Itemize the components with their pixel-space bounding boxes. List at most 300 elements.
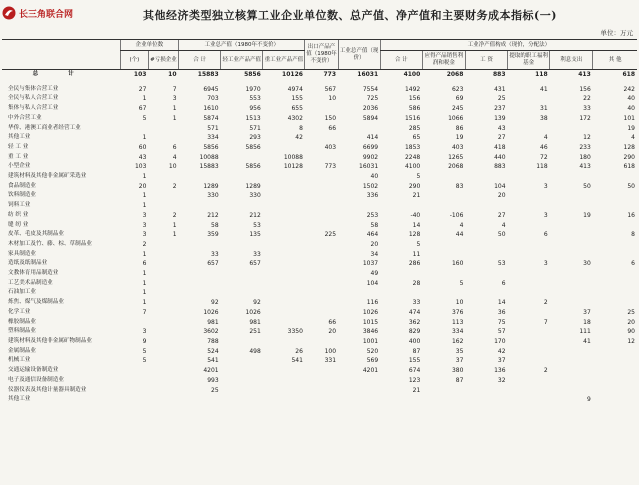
table-cell: 2036 [362, 105, 379, 113]
table-cell: 50 [627, 182, 635, 190]
table-row [2, 288, 637, 298]
row-label: 工艺美术品制造业 [8, 279, 53, 286]
table-cell: 156 [408, 95, 421, 103]
table-cell: 22 [583, 95, 591, 103]
statistics-table [2, 39, 637, 405]
table-cell [179, 172, 221, 182]
table-cell: 571 [249, 124, 261, 132]
table-row [2, 153, 637, 163]
table-cell [508, 327, 550, 337]
table-cell [550, 386, 593, 396]
table-cell: 1 [142, 95, 147, 103]
table-cell [550, 376, 593, 386]
table-cell: 618 [622, 71, 635, 78]
table-cell: 474 [408, 308, 421, 316]
table-cell [179, 201, 221, 211]
table-cell: 5856 [245, 143, 261, 151]
table-cell [221, 153, 263, 163]
table-cell: 1610 [203, 105, 219, 113]
table-cell: 7 [543, 318, 548, 326]
table-cell [305, 211, 338, 221]
table-cell: 1026 [362, 308, 379, 316]
table-cell [148, 337, 178, 347]
table-cell: 8 [631, 231, 635, 239]
table-cell [221, 376, 263, 386]
table-cell: 69 [455, 95, 464, 103]
table-cell [465, 201, 507, 211]
table-cell: 87 [412, 347, 421, 355]
table-row [2, 279, 637, 289]
table-cell [263, 386, 305, 396]
table-cell: 5 [416, 173, 421, 181]
table-row [2, 143, 637, 153]
table-cell [221, 269, 263, 279]
table-row [2, 259, 637, 269]
table-cell: 20 [328, 328, 337, 336]
table-cell: 180 [579, 153, 591, 161]
table-cell: 100 [324, 347, 337, 355]
table-row [2, 230, 637, 240]
table-cell [148, 318, 178, 328]
table-cell: 3 [543, 182, 548, 190]
table-cell [179, 240, 221, 250]
table-row [2, 104, 637, 114]
table-header [2, 40, 637, 70]
table-cell [465, 288, 507, 298]
table-cell [148, 347, 178, 357]
table-cell [508, 376, 550, 386]
table-cell: 20 [138, 182, 147, 190]
table-cell [593, 250, 637, 260]
table-cell [148, 395, 178, 405]
table-cell [593, 366, 637, 376]
table-cell: 135 [249, 231, 261, 239]
table-cell: 40 [627, 95, 635, 103]
header-gross-total: 合 计 [179, 51, 221, 70]
table-cell [550, 221, 593, 231]
table-cell: 25 [211, 386, 219, 394]
table-cell: 413 [579, 163, 591, 171]
table-cell: 7 [142, 308, 147, 316]
table-cell: 285 [408, 124, 421, 132]
table-cell: 4302 [287, 114, 303, 122]
table-cell: 334 [451, 328, 464, 336]
table-cell: 1 [172, 114, 177, 122]
table-cell: 14 [497, 299, 506, 307]
table-cell [550, 201, 593, 211]
table-cell: 58 [211, 221, 219, 229]
table-cell [305, 366, 338, 376]
table-cell: 5 [142, 347, 147, 355]
table-cell: 1 [142, 299, 147, 307]
table-cell [120, 386, 148, 396]
row-label: 总 计 [32, 71, 88, 77]
table-cell: 418 [494, 143, 506, 151]
table-cell: 3 [142, 328, 147, 336]
table-cell [263, 298, 305, 308]
table-cell: 150 [324, 114, 337, 122]
table-cell [305, 298, 338, 308]
row-label: 橡胶制品业 [8, 318, 36, 325]
table-cell [465, 250, 507, 260]
table-row [2, 250, 637, 260]
table-cell: 156 [579, 85, 591, 93]
unit-label: 单位：万元 [600, 29, 633, 37]
table-cell [148, 327, 178, 337]
row-label: 小型企业 [8, 163, 31, 170]
table-cell [338, 386, 380, 396]
table-cell [550, 366, 593, 376]
table-cell: 40 [370, 173, 379, 181]
table-cell: 655 [291, 105, 303, 113]
table-cell [305, 191, 338, 201]
table-cell: 1970 [245, 85, 261, 93]
table-cell [221, 201, 263, 211]
table-cell: 1 [142, 250, 147, 258]
table-cell: 956 [249, 105, 261, 113]
table-cell: 5856 [203, 143, 219, 151]
table-cell: 1 [142, 202, 147, 210]
table-cell: 20 [627, 318, 635, 326]
table-cell: 3 [142, 211, 147, 219]
table-cell [120, 124, 148, 134]
table-row [2, 182, 637, 192]
table-cell: 5 [142, 114, 147, 122]
table-cell: -40 [410, 211, 421, 219]
table-cell [422, 250, 465, 260]
table-cell: 6 [543, 231, 548, 239]
table-cell: 290 [623, 153, 635, 161]
table-cell: 26 [295, 347, 303, 355]
table-cell [338, 395, 380, 405]
table-cell: 725 [366, 95, 379, 103]
table-cell: 403 [324, 143, 337, 151]
table-cell: 541 [207, 357, 219, 365]
table-cell: 1026 [245, 308, 261, 316]
row-label: 仪器仪表及其他计量器具制造业 [8, 386, 87, 393]
table-cell: 1066 [448, 114, 464, 122]
table-cell: 2 [543, 299, 548, 307]
table-cell [148, 201, 178, 211]
table-cell: 2248 [404, 153, 421, 161]
row-label: 皮革、毛皮及其制品业 [8, 231, 64, 238]
table-cell: 16031 [357, 71, 379, 78]
table-cell: 19 [583, 211, 591, 219]
row-label: 交通运输设备制造业 [8, 367, 59, 374]
table-cell: 993 [207, 376, 219, 384]
table-cell [508, 240, 550, 250]
header-net-profit: 应得产品销售利润和税金 [422, 51, 465, 70]
table-cell [305, 182, 338, 192]
table-cell [380, 269, 422, 279]
table-cell [508, 386, 550, 396]
table-cell: 5874 [203, 114, 219, 122]
table-cell [263, 172, 305, 182]
table-cell: 251 [249, 328, 261, 336]
header-net-group: 工业净产值构成（现价，分配法） [380, 40, 637, 51]
table-cell: 3 [142, 221, 147, 229]
table-cell: 6 [501, 279, 506, 287]
table-cell [263, 191, 305, 201]
table-cell: 330 [207, 192, 219, 200]
table-cell: 1289 [203, 182, 219, 190]
table-cell [221, 366, 263, 376]
header-industry [2, 40, 120, 70]
table-cell: 21 [412, 386, 421, 394]
header-gross-light: 轻工业产品产值 [221, 51, 263, 70]
table-cell: 101 [623, 114, 635, 122]
table-cell: 9 [142, 337, 147, 345]
table-row [2, 327, 637, 337]
table-cell: 1289 [245, 182, 261, 190]
table-cell: 524 [207, 347, 219, 355]
table-cell [422, 386, 465, 396]
table-cell: 83 [455, 182, 464, 190]
table-cell: 1 [142, 173, 147, 181]
table-cell: 773 [324, 163, 337, 171]
table-cell: 30 [583, 260, 591, 268]
table-cell: 44 [455, 231, 464, 239]
table-cell [305, 250, 338, 260]
table-row [2, 172, 637, 182]
table-cell: 20 [497, 192, 506, 200]
table-cell: 92 [253, 299, 261, 307]
table-cell [305, 153, 338, 163]
table-cell [148, 356, 178, 366]
table-cell: 10126 [282, 71, 303, 78]
table-cell [148, 376, 178, 386]
table-cell: 245 [451, 105, 464, 113]
table-cell: 136 [494, 367, 506, 375]
table-cell [263, 221, 305, 231]
table-cell: 25 [497, 95, 506, 103]
table-cell: 2 [142, 240, 147, 248]
table-cell: 293 [249, 134, 261, 142]
table-cell: 773 [323, 71, 337, 78]
table-cell: 334 [207, 134, 219, 142]
table-cell: 331 [324, 357, 337, 365]
table-cell: 7554 [362, 85, 379, 93]
table-cell [305, 279, 338, 289]
table-cell [221, 288, 263, 298]
total-row [2, 70, 637, 80]
table-cell: 3 [543, 260, 548, 268]
table-cell [263, 279, 305, 289]
table-cell: 2 [172, 211, 177, 219]
table-cell: 5 [459, 279, 464, 287]
table-cell: 50 [583, 182, 591, 190]
table-cell: -106 [449, 211, 464, 219]
table-cell: 233 [579, 143, 591, 151]
table-cell [508, 347, 550, 357]
logo-icon [2, 6, 16, 20]
table-cell: 118 [536, 163, 548, 171]
table-cell: 128 [408, 231, 421, 239]
header-units-loss: #亏损企业 [148, 51, 178, 70]
table-cell [263, 318, 305, 328]
row-label: 中外合营工业 [8, 114, 42, 121]
header-gross-heavy: 重工业产品产值 [263, 51, 305, 70]
table-cell [465, 269, 507, 279]
table-cell [148, 191, 178, 201]
table-cell [508, 308, 550, 318]
table-cell: 883 [494, 163, 506, 171]
row-label: 造纸及纸制品业 [8, 260, 48, 267]
table-cell: 3 [543, 211, 548, 219]
table-cell [465, 172, 507, 182]
table-cell: 37 [497, 357, 506, 365]
table-cell: 66 [328, 318, 337, 326]
table-cell: 37 [455, 357, 464, 365]
table-cell: 92 [211, 299, 219, 307]
table-row [2, 240, 637, 250]
table-row [2, 366, 637, 376]
table-cell: 19 [627, 124, 635, 132]
table-cell [380, 395, 422, 405]
table-cell [263, 337, 305, 347]
table-cell: 37 [583, 308, 591, 316]
header-net-welfare: 提取的职工福利基金 [508, 51, 550, 70]
table-cell [263, 366, 305, 376]
table-cell [120, 318, 148, 328]
table-row [2, 386, 637, 396]
table-cell: 10 [455, 299, 464, 307]
table-cell [148, 240, 178, 250]
table-cell: 34 [370, 250, 379, 258]
table-cell: 103 [134, 163, 147, 171]
table-cell [550, 279, 593, 289]
row-label: 木材加工及竹、藤、棕、草制品业 [8, 240, 92, 247]
table-cell [593, 298, 637, 308]
table-cell: 12 [627, 337, 635, 345]
table-cell [508, 201, 550, 211]
table-cell: 403 [451, 143, 464, 151]
table-cell: 788 [207, 337, 219, 345]
table-cell: 1 [142, 270, 147, 278]
table-cell: 86 [455, 124, 464, 132]
table-cell [305, 288, 338, 298]
table-cell [593, 376, 637, 386]
table-cell: 586 [408, 105, 421, 113]
table-cell: 376 [451, 308, 464, 316]
table-cell [550, 240, 593, 250]
table-cell [593, 288, 637, 298]
table-cell [179, 395, 221, 405]
table-cell: 5856 [244, 71, 261, 78]
table-row [2, 201, 637, 211]
table-cell: 1 [172, 231, 177, 239]
site-logo[interactable] [2, 3, 73, 23]
table-cell: 4 [501, 221, 506, 229]
table-cell: 4100 [404, 163, 421, 171]
table-cell: 66 [328, 124, 337, 132]
table-cell: 1 [142, 134, 147, 142]
row-label: 炼焦、煤气及煤制品业 [8, 299, 64, 306]
table-cell [148, 288, 178, 298]
table-cell [263, 308, 305, 318]
table-cell: 553 [249, 95, 261, 103]
table-cell: 2 [172, 182, 177, 190]
table-cell [305, 240, 338, 250]
table-cell: 36 [497, 308, 506, 316]
table-cell [263, 211, 305, 221]
table-cell: 14 [412, 221, 421, 229]
table-cell: 8 [299, 124, 303, 132]
table-cell: 981 [249, 318, 261, 326]
table-cell [593, 395, 637, 405]
table-cell: 41 [540, 85, 548, 93]
table-cell: 155 [291, 95, 303, 103]
table-cell [380, 201, 422, 211]
table-cell [179, 269, 221, 279]
row-label: 缝 纫 业 [8, 221, 29, 228]
table-cell: 33 [211, 250, 219, 258]
table-cell [305, 201, 338, 211]
table-cell: 571 [207, 124, 219, 132]
table-row [2, 337, 637, 347]
table-row [2, 114, 637, 124]
table-cell: 57 [497, 328, 506, 336]
table-cell [593, 201, 637, 211]
table-cell [148, 279, 178, 289]
table-cell [422, 191, 465, 201]
table-cell: 498 [249, 347, 261, 355]
row-label: 食品制造业 [8, 182, 36, 189]
table-cell [221, 240, 263, 250]
table-cell [221, 356, 263, 366]
table-cell [422, 288, 465, 298]
table-cell: 520 [366, 347, 379, 355]
table-cell [263, 143, 305, 153]
table-cell: 6699 [362, 143, 379, 151]
table-cell: 362 [408, 318, 421, 326]
table-cell [148, 259, 178, 269]
row-label: 化学工业 [8, 308, 31, 315]
table-cell [338, 376, 380, 386]
table-cell: 10 [328, 95, 337, 103]
table-cell: 1 [142, 279, 147, 287]
table-cell [508, 279, 550, 289]
table-cell: 2068 [446, 71, 464, 78]
table-cell [305, 133, 338, 143]
table-cell: 3846 [362, 328, 379, 336]
table-cell: 72 [540, 153, 548, 161]
table-cell [148, 124, 178, 134]
table-cell: 104 [494, 182, 506, 190]
row-label: 纺 织 业 [8, 211, 29, 218]
header-net-other: 其 他 [593, 51, 637, 70]
table-cell: 10088 [283, 153, 303, 161]
table-cell [263, 395, 305, 405]
table-cell: 10088 [199, 153, 219, 161]
row-label: 轻 工 业 [8, 143, 29, 150]
table-cell [148, 366, 178, 376]
table-cell: 10 [168, 163, 177, 171]
table-cell: 4100 [403, 71, 421, 78]
table-cell: 160 [451, 260, 464, 268]
table-cell [263, 230, 305, 240]
table-cell [179, 279, 221, 289]
table-cell: 116 [366, 299, 379, 307]
table-cell: 414 [366, 134, 379, 142]
table-cell [305, 376, 338, 386]
table-cell: 253 [366, 211, 379, 219]
table-cell: 87 [455, 376, 464, 384]
table-row [2, 356, 637, 366]
table-cell: 569 [366, 357, 379, 365]
table-cell [508, 221, 550, 231]
header-gross-group: 工业总产值（1980年不变价） [179, 40, 305, 51]
